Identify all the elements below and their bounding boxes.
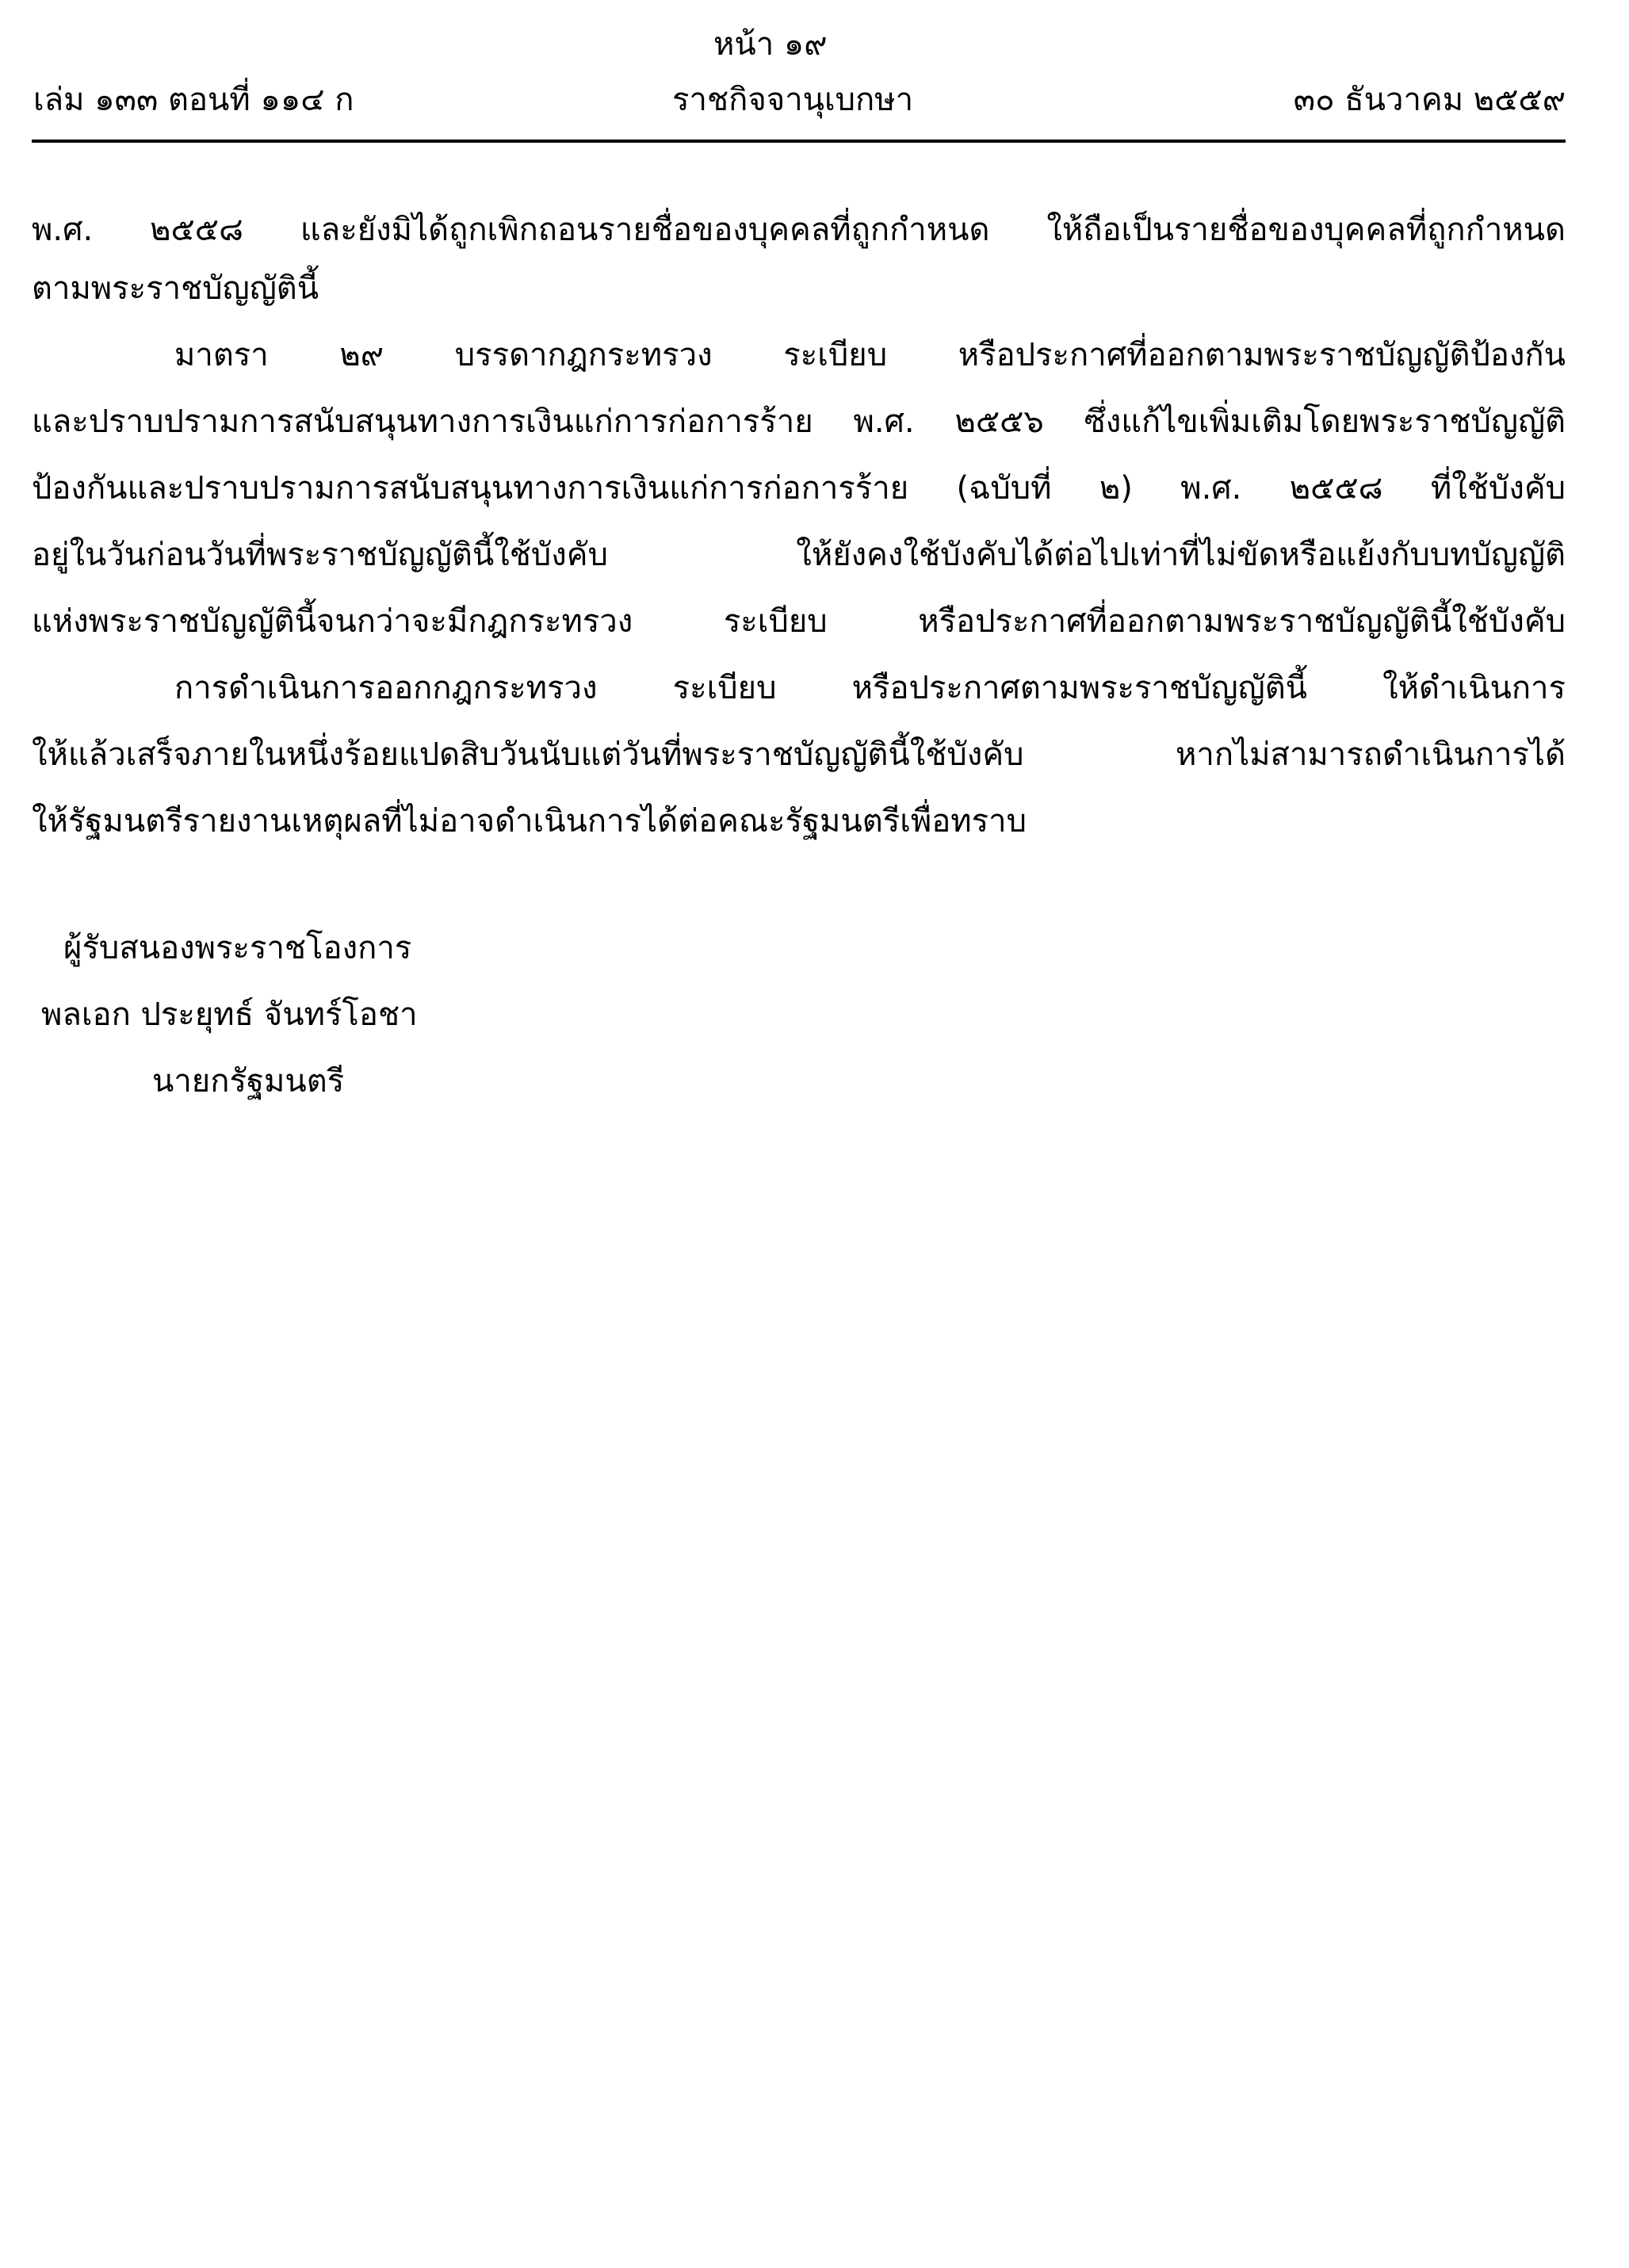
- body-line-2: ตามพระราชบัญญัตินี้: [32, 270, 319, 307]
- paragraph-2-line-1: การดำเนินการออกกฎกระทรวง ระเบียบ หรือประกาศตามพระราชบัญญัตินี้ ให้ดำเนินการ: [174, 670, 1566, 706]
- volume-issue: เล่ม ๑๓๓ ตอนที่ ๑๑๔ ก: [33, 82, 354, 118]
- page-number: หน้า ๑๙: [713, 26, 828, 63]
- body-line-5: ป้องกันและปราบปรามการสนับสนุนทางการเงินแก่การก่อการร้าย (ฉบับที่ ๒) พ.ศ. ๒๕๕๘ ที่ใช้บังคับ: [32, 470, 1566, 507]
- body-line-6: อยู่ในวันก่อนวันที่พระราชบัญญัตินี้ใช้บังคับ ให้ยังคงใช้บังคับได้ต่อไปเท่าที่ไม่ขัดหรือแย้งกับบทบัญญัติ: [32, 537, 1566, 573]
- section-29-line-1: มาตรา ๒๙ บรรดากฎกระทรวง ระเบียบ หรือประกาศที่ออกตามพระราชบัญญัติป้องกัน: [174, 337, 1566, 373]
- signatory-title: นายกรัฐมนตรี: [152, 1063, 345, 1100]
- gazette-name: ราชกิจจานุเบกษา: [672, 82, 914, 118]
- issue-date: ๓๐ ธันวาคม ๒๕๕๙: [1293, 82, 1566, 118]
- body-line-7: แห่งพระราชบัญญัตินี้จนกว่าจะมีกฎกระทรวง ระเบียบ หรือประกาศที่ออกตามพระราชบัญญัตินี้ใช้บังคับ: [32, 603, 1566, 640]
- body-line-1: พ.ศ. ๒๕๕๘ และยังมิได้ถูกเพิกถอนรายชื่อของบุคคลที่ถูกกำหนด ให้ถือเป็นรายชื่อของบุคคลที่ถูกกำหนด: [32, 212, 1566, 248]
- signatory-name: พลเอก ประยุทธ์ จันทร์โอชา: [41, 996, 418, 1033]
- header-rule: [32, 140, 1566, 143]
- countersign-label: ผู้รับสนองพระราชโองการ: [63, 930, 412, 966]
- body-line-10: ให้รัฐมนตรีรายงานเหตุผลที่ไม่อาจดำเนินการได้ต่อคณะรัฐมนตรีเพื่อทราบ: [32, 803, 1027, 840]
- body-line-9: ให้แล้วเสร็จภายในหนึ่งร้อยแปดสิบวันนับแต่วันที่พระราชบัญญัตินี้ใช้บังคับ หากไม่สามารถดำเนินการได้: [32, 736, 1566, 773]
- body-line-4: และปราบปรามการสนับสนุนทางการเงินแก่การก่อการร้าย พ.ศ. ๒๕๕๖ ซึ่งแก้ไขเพิ่มเติมโดยพระราชบัญญัติ: [32, 403, 1566, 440]
